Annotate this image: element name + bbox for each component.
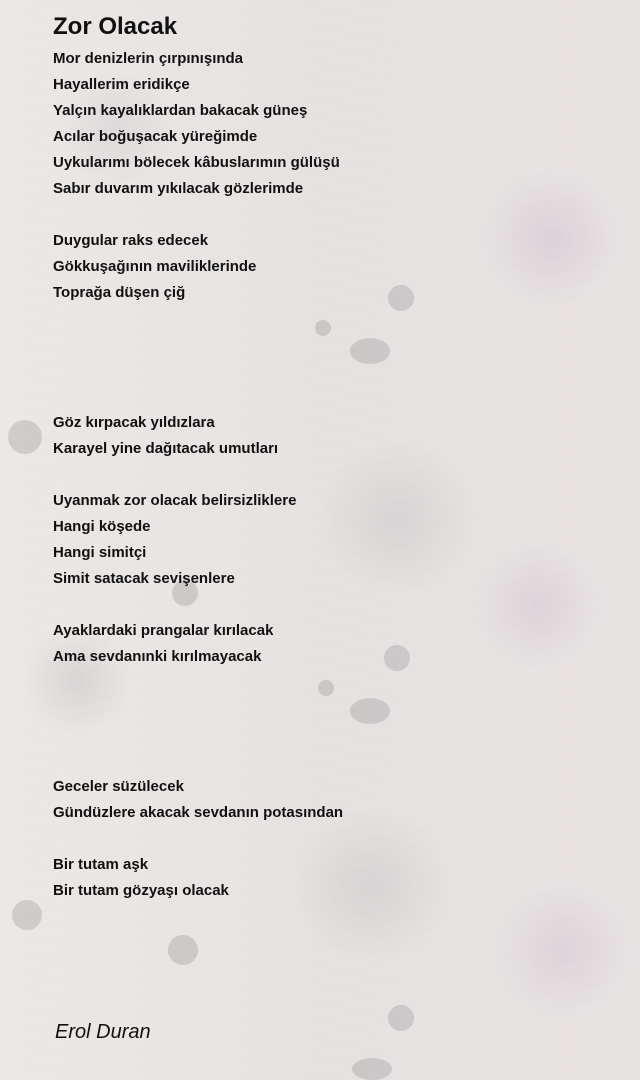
poem-line: Uyanmak zor olacak belirsizliklere bbox=[53, 492, 297, 509]
ink-blot-decoration bbox=[12, 900, 42, 930]
poem-line: Geceler süzülecek bbox=[53, 778, 184, 795]
stanza bbox=[53, 852, 613, 904]
poem-line: Hangi simitçi bbox=[53, 544, 147, 561]
poem bbox=[53, 12, 613, 904]
poem-author: Erol Duran bbox=[55, 1021, 151, 1043]
stanza-spacer bbox=[53, 670, 613, 774]
stanza bbox=[53, 774, 613, 826]
poem-line: Yalçın kayalıklardan bakacak güneş bbox=[53, 102, 308, 119]
stanza bbox=[53, 488, 613, 592]
poem-line: Hayallerim eridikçe bbox=[53, 76, 190, 93]
stanza-spacer bbox=[53, 306, 613, 410]
stanza-spacer bbox=[53, 592, 613, 618]
poem-line: Uykularımı bölecek kâbuslarımın gülüşü bbox=[53, 154, 340, 171]
stanza bbox=[53, 618, 613, 670]
ink-blot-decoration bbox=[8, 420, 42, 454]
poem-line: Bir tutam gözyaşı olacak bbox=[53, 882, 229, 899]
poem-line: Simit satacak sevişenlere bbox=[53, 570, 235, 587]
ink-blot-decoration bbox=[168, 935, 198, 965]
poem-line: Karayel yine dağıtacak umutları bbox=[53, 440, 279, 457]
poem-line: Bir tutam aşk bbox=[53, 856, 149, 873]
poem-line: Gökkuşağının maviliklerinde bbox=[53, 258, 257, 275]
poem-line: Hangi köşede bbox=[53, 518, 151, 535]
poem-line: Mor denizlerin çırpınışında bbox=[53, 50, 244, 67]
poem-line: Gündüzlere akacak sevdanın potasından bbox=[53, 804, 344, 821]
poem-line: Ayaklardaki prangalar kırılacak bbox=[53, 622, 274, 639]
stanza-spacer bbox=[53, 462, 613, 488]
stanza bbox=[53, 410, 613, 462]
stanza-spacer bbox=[53, 202, 613, 228]
poem-line: Acılar boğuşacak yüreğimde bbox=[53, 128, 258, 145]
stanza bbox=[53, 46, 613, 202]
poem-line: Toprağa düşen çiğ bbox=[53, 284, 186, 301]
ink-blot-decoration bbox=[388, 1005, 414, 1031]
poem-line: Sabır duvarım yıkılacak gözlerimde bbox=[53, 180, 304, 197]
ink-blot-decoration bbox=[352, 1058, 392, 1080]
stanza-spacer bbox=[53, 826, 613, 852]
poem-title: Zor Olacak bbox=[53, 13, 178, 40]
poem-line: Ama sevdanınki kırılmayacak bbox=[53, 648, 262, 665]
stanza bbox=[53, 228, 613, 306]
poem-line: Duygular raks edecek bbox=[53, 232, 209, 249]
poem-line: Göz kırpacak yıldızlara bbox=[53, 414, 215, 431]
